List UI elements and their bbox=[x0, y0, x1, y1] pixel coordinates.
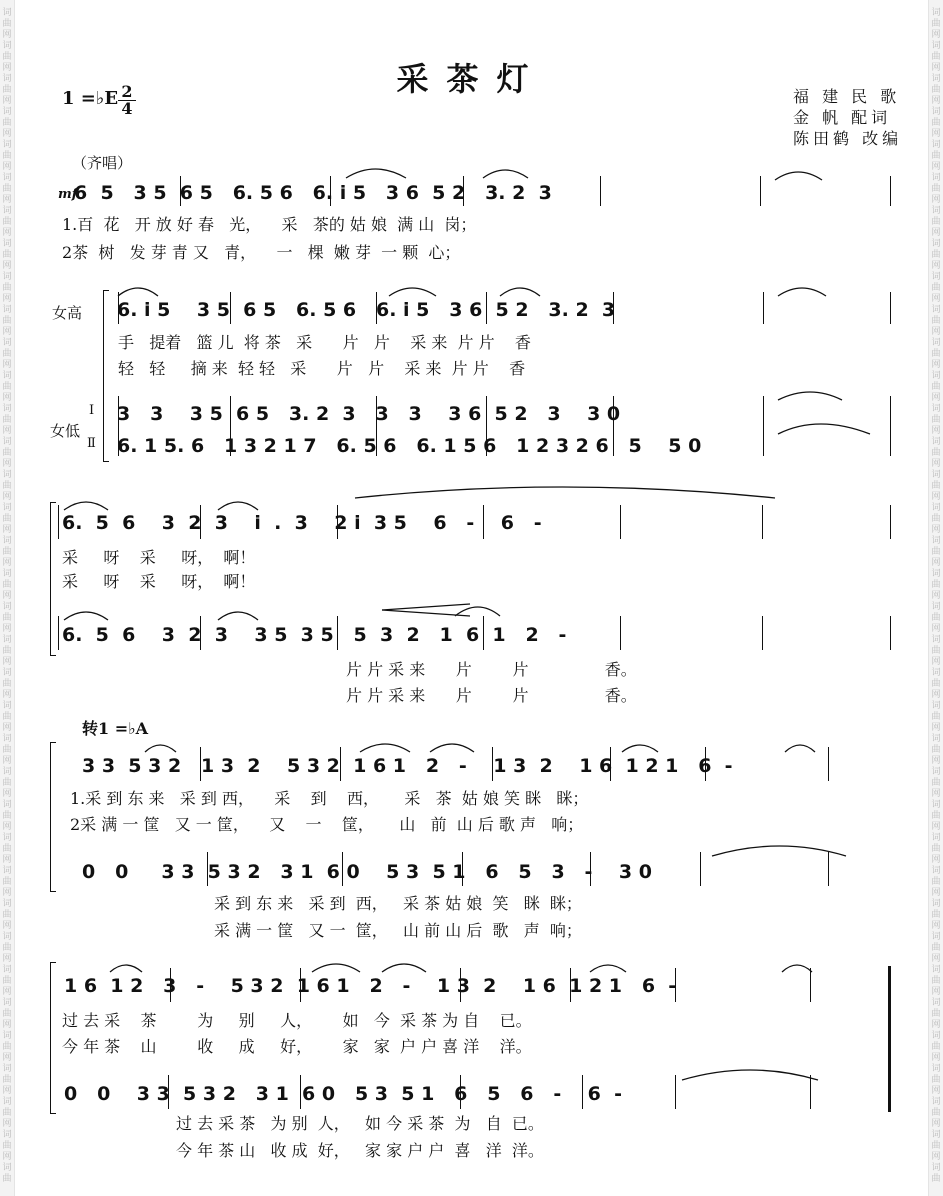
watermark-char: 曲 bbox=[931, 349, 941, 359]
watermark-char: 词 bbox=[931, 470, 941, 480]
slur bbox=[312, 964, 360, 972]
slur bbox=[782, 965, 812, 972]
slurs bbox=[64, 169, 870, 1080]
watermark-char: 网 bbox=[931, 1020, 941, 1030]
watermark-char: 曲 bbox=[2, 943, 12, 953]
watermark-char: 网 bbox=[2, 591, 12, 601]
system5-lyric-verse1: 过 去 采 茶 为 别 人， 如 今 采 茶 为 自 已。 bbox=[62, 1011, 532, 1030]
watermark-char: 曲 bbox=[2, 646, 12, 656]
slur bbox=[785, 745, 815, 752]
watermark-char: 网 bbox=[931, 30, 941, 40]
watermark-char: 网 bbox=[2, 30, 12, 40]
slur bbox=[389, 288, 436, 296]
watermark-char: 词 bbox=[931, 1163, 941, 1173]
watermark-char: 词 bbox=[2, 140, 12, 150]
watermark-char: 词 bbox=[2, 173, 12, 183]
slur bbox=[778, 424, 870, 434]
watermark-char: 词 bbox=[931, 8, 941, 18]
watermark-char: 词 bbox=[2, 833, 12, 843]
watermark-char: 曲 bbox=[2, 547, 12, 557]
system4-lower-lyric-verse2: 采 满 一 筐 又 一 筐， 山 前 山 后 歌 声 响； bbox=[214, 921, 582, 940]
system3-lower-lyric-verse2: 片 片 采 来 片 片 香。 bbox=[346, 686, 637, 705]
watermark-char: 网 bbox=[931, 360, 941, 370]
watermark-char: 网 bbox=[2, 1053, 12, 1063]
watermark-char: 词 bbox=[931, 866, 941, 876]
slur bbox=[382, 964, 426, 972]
watermark-char: 词 bbox=[2, 536, 12, 546]
watermark-char: 曲 bbox=[931, 448, 941, 458]
watermark-char: 网 bbox=[2, 657, 12, 667]
watermark-char: 词 bbox=[931, 734, 941, 744]
watermark-char: 网 bbox=[931, 393, 941, 403]
watermark-char: 网 bbox=[931, 789, 941, 799]
watermark-char: 曲 bbox=[2, 1141, 12, 1151]
watermark-char: 曲 bbox=[2, 1009, 12, 1019]
watermark-char: 曲 bbox=[2, 118, 12, 128]
watermark-char: 曲 bbox=[931, 1174, 941, 1184]
watermark-char: 网 bbox=[2, 195, 12, 205]
watermark-char: 网 bbox=[2, 96, 12, 106]
watermark-char: 网 bbox=[931, 492, 941, 502]
watermark-char: 曲 bbox=[2, 811, 12, 821]
watermark-char: 词 bbox=[931, 1097, 941, 1107]
watermark-char: 曲 bbox=[931, 745, 941, 755]
watermark-char: 词 bbox=[931, 800, 941, 810]
watermark-char: 曲 bbox=[2, 481, 12, 491]
watermark-char: 网 bbox=[2, 921, 12, 931]
system4-lyric-verse1: 1.采 到 东 来 采 到 西， 采 到 西， 采 茶 姑 娘 笑 眯 眯； bbox=[70, 789, 589, 808]
slur bbox=[778, 288, 826, 296]
watermark-char: 网 bbox=[2, 756, 12, 766]
watermark-char: 网 bbox=[2, 129, 12, 139]
watermark-char: 词 bbox=[2, 998, 12, 1008]
watermark-char: 网 bbox=[931, 228, 941, 238]
watermark-char: 网 bbox=[2, 624, 12, 634]
watermark-char: 网 bbox=[2, 426, 12, 436]
watermark-char: 曲 bbox=[2, 514, 12, 524]
slur bbox=[590, 965, 626, 972]
slur bbox=[360, 744, 410, 752]
watermark-char: 词 bbox=[2, 965, 12, 975]
watermark-char: 曲 bbox=[931, 547, 941, 557]
watermark-char: 词 bbox=[2, 1163, 12, 1173]
watermark-char: 词 bbox=[931, 503, 941, 513]
system5-lower-lyric-verse2: 今 年 茶 山 收 成 好， 家 家 户 户 喜 洋 洋。 bbox=[176, 1141, 544, 1160]
watermark-char: 网 bbox=[931, 327, 941, 337]
watermark-char: 曲 bbox=[2, 613, 12, 623]
time-numerator: 2 bbox=[121, 82, 133, 101]
watermark-char: 曲 bbox=[931, 580, 941, 590]
watermark-char: 网 bbox=[931, 1152, 941, 1162]
system5-lower-lyric-verse1: 过 去 采 茶 为 别 人， 如 今 采 茶 为 自 已。 bbox=[176, 1114, 544, 1133]
watermark-char: 词 bbox=[931, 272, 941, 282]
watermark-char: 词 bbox=[931, 668, 941, 678]
watermark-char: 词 bbox=[931, 1130, 941, 1140]
watermark-char: 曲 bbox=[931, 85, 941, 95]
watermark-char: 网 bbox=[931, 1119, 941, 1129]
watermark-char: 网 bbox=[931, 261, 941, 271]
watermark-char: 曲 bbox=[2, 52, 12, 62]
watermark-char: 词 bbox=[2, 1130, 12, 1140]
watermark-char: 曲 bbox=[931, 382, 941, 392]
watermark-char: 网 bbox=[2, 261, 12, 271]
slur bbox=[145, 745, 176, 752]
watermark-char: 曲 bbox=[931, 1108, 941, 1118]
watermark-char: 词 bbox=[931, 74, 941, 84]
watermark-char: 网 bbox=[2, 1020, 12, 1030]
slur bbox=[455, 607, 500, 616]
part-label-alto-2: Ⅱ bbox=[87, 436, 96, 451]
system1-lyric-verse1: 1.百 花 开 放 好 春 光， 采 茶的 姑 娘 满 山 岗； bbox=[62, 215, 477, 234]
watermark-char: 词 bbox=[2, 503, 12, 513]
watermark-char: 曲 bbox=[931, 1042, 941, 1052]
watermark-char: 网 bbox=[931, 822, 941, 832]
watermark-char: 网 bbox=[931, 756, 941, 766]
watermark-char: 网 bbox=[931, 657, 941, 667]
watermark-char: 曲 bbox=[2, 415, 12, 425]
system1-lyric-verse2: 2茶 树 发 芽 青 又 青， 一 棵 嫩 芽 一 颗 心； bbox=[62, 243, 461, 262]
watermark-char: 曲 bbox=[931, 514, 941, 524]
watermark-char: 词 bbox=[931, 140, 941, 150]
watermark-char: 曲 bbox=[2, 712, 12, 722]
slur bbox=[483, 170, 528, 178]
watermark-char: 网 bbox=[2, 1119, 12, 1129]
watermark-char: 词 bbox=[2, 437, 12, 447]
watermark-char: 网 bbox=[931, 525, 941, 535]
watermark-char: 词 bbox=[2, 272, 12, 282]
watermark-char: 词 bbox=[2, 701, 12, 711]
watermark-char: 词 bbox=[2, 8, 12, 18]
watermark-char: 词 bbox=[2, 602, 12, 612]
watermark-char: 词 bbox=[2, 635, 12, 645]
system2-lyric-verse2: 轻 轻 摘 来 轻 轻 采 片 片 采 来 片 片 香 bbox=[118, 359, 526, 378]
slur bbox=[712, 846, 846, 856]
watermark-char: 词 bbox=[2, 899, 12, 909]
watermark-char: 词 bbox=[931, 173, 941, 183]
watermark-char: 曲 bbox=[931, 712, 941, 722]
watermark-char: 词 bbox=[931, 932, 941, 942]
watermark-char: 网 bbox=[931, 63, 941, 73]
watermark-char: 曲 bbox=[931, 151, 941, 161]
watermark-char: 曲 bbox=[931, 613, 941, 623]
slur bbox=[682, 1070, 818, 1080]
watermark-char: 网 bbox=[2, 327, 12, 337]
watermark-char: 曲 bbox=[2, 316, 12, 326]
watermark-char: 网 bbox=[931, 723, 941, 733]
watermark-char: 网 bbox=[2, 987, 12, 997]
system1-notes: 6 5 3 5 6 5 6. 5 6 6. i 5 3 6 5 2 3. 2 3 bbox=[74, 182, 552, 204]
watermark-char: 曲 bbox=[2, 151, 12, 161]
slur bbox=[218, 502, 258, 510]
watermark-char: 曲 bbox=[931, 910, 941, 920]
watermark-char: 曲 bbox=[2, 85, 12, 95]
watermark-char: 词 bbox=[931, 767, 941, 777]
watermark-char: 曲 bbox=[931, 52, 941, 62]
watermark-char: 网 bbox=[931, 294, 941, 304]
watermark-char: 曲 bbox=[931, 877, 941, 887]
watermark-char: 曲 bbox=[931, 844, 941, 854]
watermark-char: 曲 bbox=[2, 844, 12, 854]
watermark-char: 曲 bbox=[2, 778, 12, 788]
watermark-char: 网 bbox=[2, 855, 12, 865]
watermark-char: 网 bbox=[931, 888, 941, 898]
watermark-char: 网 bbox=[931, 1053, 941, 1063]
watermark-char: 词 bbox=[931, 371, 941, 381]
watermark-char: 词 bbox=[931, 602, 941, 612]
watermark-char: 网 bbox=[2, 789, 12, 799]
watermark-char: 网 bbox=[2, 1152, 12, 1162]
system5-upper-notes: 1 6 1 2 3 - 5 3 2 1 6 1 2 - 1 3 2 1 6 1 2 1 6 - bbox=[64, 975, 677, 997]
song-title: 采茶灯 bbox=[396, 60, 547, 98]
watermark-char: 网 bbox=[931, 1086, 941, 1096]
system3-lyric-verse1: 采 呀 采 呀， 啊！ bbox=[62, 548, 256, 567]
watermark-char: 网 bbox=[2, 294, 12, 304]
key-signature: 1 =♭E bbox=[62, 88, 119, 109]
watermark-char: 词 bbox=[2, 404, 12, 414]
slur bbox=[355, 487, 775, 498]
watermark-char: 词 bbox=[931, 701, 941, 711]
watermark-char: 曲 bbox=[931, 811, 941, 821]
watermark-char: 词 bbox=[2, 338, 12, 348]
slur bbox=[118, 288, 158, 296]
watermark-char: 网 bbox=[931, 624, 941, 634]
watermark-char: 网 bbox=[2, 888, 12, 898]
watermark-char: 词 bbox=[2, 470, 12, 480]
watermark-char: 词 bbox=[2, 206, 12, 216]
watermark-char: 词 bbox=[2, 1031, 12, 1041]
watermark-char: 网 bbox=[2, 492, 12, 502]
watermark-char: 词 bbox=[2, 569, 12, 579]
watermark-char: 网 bbox=[931, 987, 941, 997]
slur bbox=[346, 169, 406, 178]
watermark-char: 词 bbox=[2, 734, 12, 744]
watermark-char: 网 bbox=[2, 525, 12, 535]
system3-upper-notes: 6. 5 6 3 2 3 i . 3 2 i 3 5 6 - 6 - bbox=[62, 512, 542, 534]
watermark-char: 曲 bbox=[2, 217, 12, 227]
watermark-char: 曲 bbox=[2, 976, 12, 986]
watermark-char: 曲 bbox=[931, 976, 941, 986]
system5-lyric-verse2: 今 年 茶 山 收 成 好， 家 家 户 户 喜 洋 洋。 bbox=[62, 1037, 532, 1056]
watermark-char: 网 bbox=[931, 690, 941, 700]
watermark-char: 网 bbox=[931, 96, 941, 106]
watermark-char: 曲 bbox=[931, 646, 941, 656]
slur bbox=[500, 288, 540, 296]
watermark-char: 曲 bbox=[931, 19, 941, 29]
watermark-char: 网 bbox=[2, 1086, 12, 1096]
watermark-char: 网 bbox=[2, 459, 12, 469]
watermark-char: 词 bbox=[2, 800, 12, 810]
watermark-char: 网 bbox=[931, 558, 941, 568]
watermark-char: 词 bbox=[2, 668, 12, 678]
watermark-char: 曲 bbox=[931, 1075, 941, 1085]
watermark-char: 词 bbox=[2, 866, 12, 876]
watermark-char: 网 bbox=[2, 360, 12, 370]
credit-lyricist: 金 帆 配词 bbox=[793, 108, 892, 127]
watermark-char: 词 bbox=[2, 767, 12, 777]
watermark-char: 曲 bbox=[931, 1141, 941, 1151]
watermark-char: 词 bbox=[931, 1031, 941, 1041]
watermark-char: 词 bbox=[931, 437, 941, 447]
system4-lower-lyric-verse1: 采 到 东 来 采 到 西， 采 茶 姑 娘 笑 眯 眯； bbox=[214, 894, 582, 913]
slur bbox=[64, 612, 108, 620]
watermark-char: 曲 bbox=[2, 1042, 12, 1052]
slur bbox=[110, 965, 142, 972]
watermark-char: 词 bbox=[2, 1097, 12, 1107]
watermark-char: 词 bbox=[931, 536, 941, 546]
watermark-char: 网 bbox=[2, 63, 12, 73]
watermark-char: 词 bbox=[931, 833, 941, 843]
system3-lyric-verse2: 采 呀 采 呀， 啊！ bbox=[62, 572, 256, 591]
watermark-char: 网 bbox=[931, 855, 941, 865]
system2-lyric-verse1: 手 提着 篮 儿 将 茶 采 片 片 采 来 片 片 香 bbox=[118, 333, 531, 352]
slur bbox=[778, 392, 842, 400]
watermark-char: 词 bbox=[931, 305, 941, 315]
watermark-char: 曲 bbox=[2, 910, 12, 920]
part-label-alto: 女低 bbox=[50, 422, 81, 440]
watermark-char: 曲 bbox=[2, 877, 12, 887]
watermark-char: 曲 bbox=[931, 316, 941, 326]
watermark-char: 词 bbox=[2, 1064, 12, 1074]
system4-lyric-verse2: 2采 满 一 筐 又 一 筐， 又 一 筐， 山 前 山 后 歌 声 响； bbox=[70, 815, 584, 834]
dynamic-marking: mf bbox=[58, 187, 78, 202]
watermark-char: 网 bbox=[931, 591, 941, 601]
watermark-char: 曲 bbox=[931, 184, 941, 194]
system2-alto2-notes: 6. 1 5. 6 1 3 2 1 7 6. 5 6 6. 1 5 6 1 2 3 2 6 5 5 0 bbox=[117, 435, 702, 457]
watermark-char: 曲 bbox=[931, 283, 941, 293]
watermark-char: 曲 bbox=[2, 1108, 12, 1118]
watermark-char: 词 bbox=[931, 1064, 941, 1074]
watermark-char: 网 bbox=[2, 822, 12, 832]
slur bbox=[622, 745, 658, 752]
system4-upper-notes: 3 3 5 3 2 1 3 2 5 3 2 1 6 1 2 - 1 3 2 1 6 1 2 1 6 - bbox=[82, 755, 733, 777]
watermark-char: 词 bbox=[931, 569, 941, 579]
system2-alto1-notes: 3 3 3 5 6 5 3. 2 3 3 3 3 6 5 2 3 3 0 bbox=[117, 403, 621, 425]
watermark-char: 词 bbox=[931, 998, 941, 1008]
watermark-char: 词 bbox=[2, 107, 12, 117]
watermark-char: 网 bbox=[931, 921, 941, 931]
watermark-char: 词 bbox=[931, 338, 941, 348]
watermark-char: 词 bbox=[2, 239, 12, 249]
watermark-char: 曲 bbox=[931, 1009, 941, 1019]
watermark-char: 曲 bbox=[2, 1075, 12, 1085]
key-change-marking: 转1 =♭A bbox=[82, 719, 149, 738]
watermark-char: 网 bbox=[2, 723, 12, 733]
watermark-char: 曲 bbox=[931, 250, 941, 260]
watermark-char: 曲 bbox=[2, 448, 12, 458]
watermark-char: 网 bbox=[2, 162, 12, 172]
slur bbox=[430, 744, 474, 752]
watermark-char: 曲 bbox=[931, 679, 941, 689]
system4-lower-notes: 0 0 3 3 5 3 2 3 1 6 0 5 3 5 1 6 5 3 - 3 0 bbox=[82, 861, 652, 883]
watermark-char: 词 bbox=[2, 371, 12, 381]
watermark-char: 曲 bbox=[2, 679, 12, 689]
watermark-char: 词 bbox=[931, 107, 941, 117]
watermark-char: 网 bbox=[2, 690, 12, 700]
watermark-char: 词 bbox=[2, 305, 12, 315]
watermark-char: 网 bbox=[931, 195, 941, 205]
watermark-char: 网 bbox=[2, 228, 12, 238]
watermark-char: 曲 bbox=[931, 943, 941, 953]
watermark-char: 词 bbox=[931, 41, 941, 51]
slur bbox=[218, 612, 258, 620]
watermark-char: 曲 bbox=[2, 349, 12, 359]
credit-arranger: 陈田鹤 改编 bbox=[793, 129, 903, 148]
watermark-char: 曲 bbox=[931, 481, 941, 491]
watermark-char: 曲 bbox=[2, 19, 12, 29]
watermark-char: 曲 bbox=[2, 184, 12, 194]
watermark-char: 词 bbox=[2, 41, 12, 51]
watermark-char: 曲 bbox=[931, 118, 941, 128]
watermark-char: 词 bbox=[931, 635, 941, 645]
system3-lower-lyric-verse1: 片 片 采 来 片 片 香。 bbox=[346, 660, 637, 679]
system5-lower-notes: 0 0 3 3 5 3 2 3 1 6 0 5 3 5 1 6 5 6 - 6 - bbox=[64, 1083, 623, 1105]
part-label-alto-1: Ⅰ bbox=[89, 403, 95, 418]
watermark-char: 词 bbox=[931, 206, 941, 216]
watermark-char: 词 bbox=[931, 404, 941, 414]
watermark-char: 词 bbox=[931, 239, 941, 249]
watermark-char: 网 bbox=[2, 558, 12, 568]
watermark-char: 网 bbox=[2, 954, 12, 964]
crescendo-hairpin bbox=[382, 610, 470, 616]
performance-mode: （齐唱） bbox=[72, 154, 133, 172]
watermark-char: 网 bbox=[931, 426, 941, 436]
watermark-char: 网 bbox=[931, 129, 941, 139]
time-denominator: 4 bbox=[118, 100, 136, 117]
system2-soprano-notes: 6. i 5 3 5 6 5 6. 5 6 6. i 5 3 6 5 2 3. 2 3 bbox=[117, 299, 616, 321]
part-label-soprano: 女高 bbox=[52, 304, 83, 322]
watermark-char: 曲 bbox=[2, 745, 12, 755]
watermark-char: 曲 bbox=[931, 415, 941, 425]
watermark-char: 曲 bbox=[2, 250, 12, 260]
watermark-char: 网 bbox=[931, 162, 941, 172]
watermark-char: 网 bbox=[931, 459, 941, 469]
watermark-char: 曲 bbox=[931, 217, 941, 227]
watermark-char: 曲 bbox=[2, 283, 12, 293]
slur bbox=[775, 172, 822, 180]
system3-lower-notes: 6. 5 6 3 2 3 3 5 3 5 5 3 2 1 6 1 2 - bbox=[62, 624, 567, 646]
watermark-char: 曲 bbox=[2, 1174, 12, 1184]
watermark-char: 网 bbox=[931, 954, 941, 964]
watermark-char: 词 bbox=[931, 965, 941, 975]
watermark-char: 词 bbox=[931, 899, 941, 909]
watermark-char: 曲 bbox=[2, 580, 12, 590]
watermark-char: 词 bbox=[2, 932, 12, 942]
watermark-char: 网 bbox=[2, 393, 12, 403]
crescendo-hairpin bbox=[382, 604, 470, 610]
watermark-char: 曲 bbox=[2, 382, 12, 392]
credit-origin: 福 建 民 歌 bbox=[793, 87, 901, 106]
slur bbox=[64, 502, 108, 510]
watermark-char: 曲 bbox=[931, 778, 941, 788]
watermark-char: 词 bbox=[2, 74, 12, 84]
